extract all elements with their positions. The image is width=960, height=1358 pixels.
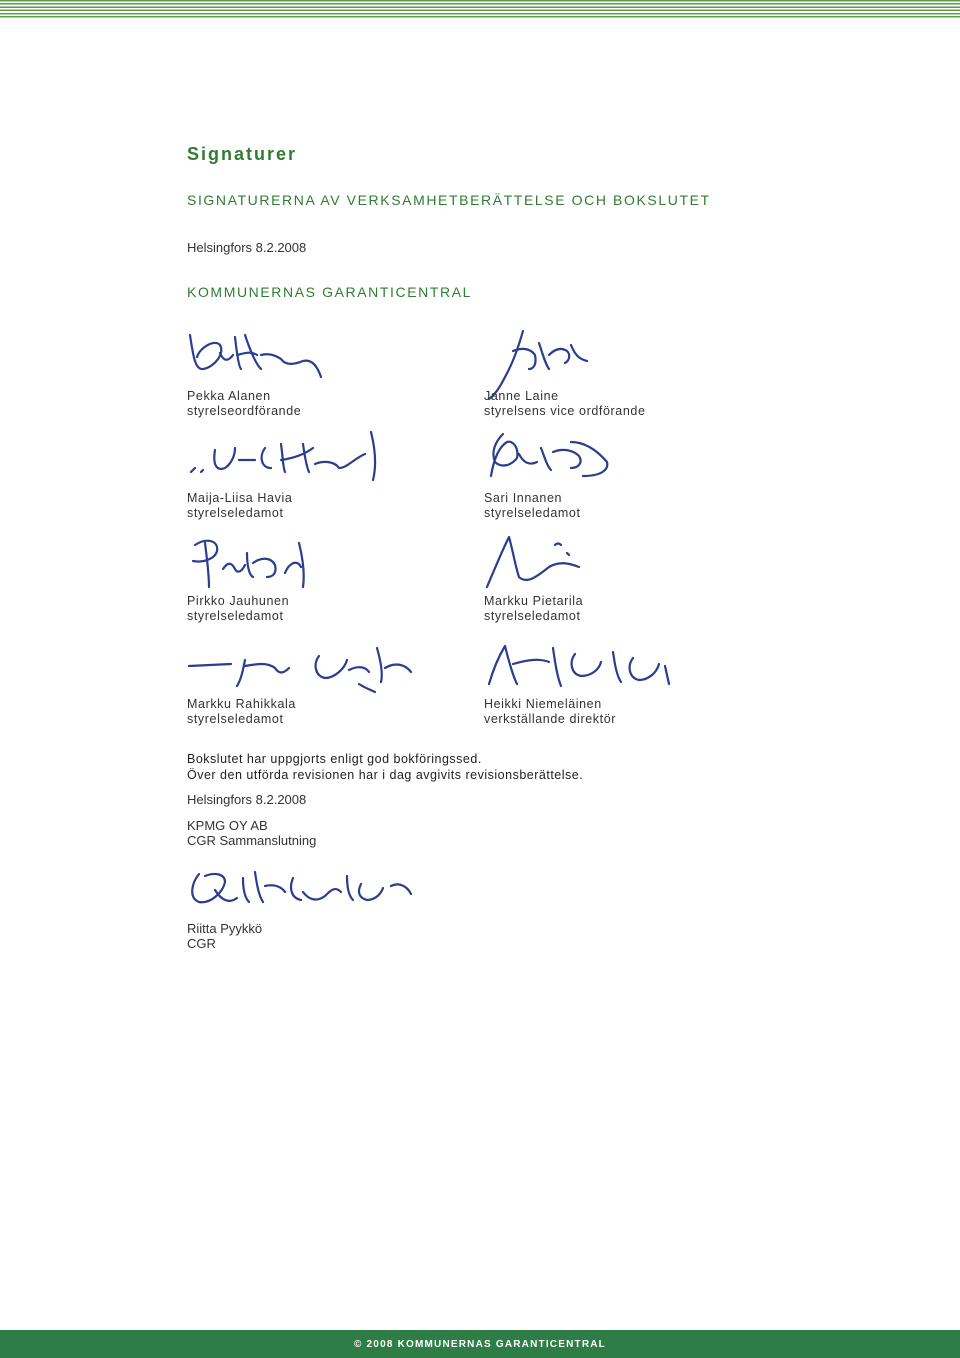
member-role: styrelseledamot <box>484 506 581 520</box>
auditor-firm: KPMG OY AB <box>187 818 268 833</box>
footer-bar <box>0 1330 960 1358</box>
statement-line: Bokslutet har uppgjorts enligt god bokföringssed. <box>187 752 482 766</box>
page-subtitle: SIGNATURERNA AV VERKSAMHETBERÄTTELSE OCH BOKSLUTET <box>187 192 711 208</box>
member-name: Markku Rahikkala <box>187 697 296 711</box>
signature-sari-innanen <box>483 428 613 488</box>
signature-markku-pietarila <box>483 533 593 593</box>
signature-pekka-alanen <box>185 325 325 385</box>
header-stripes <box>0 0 960 18</box>
member-name: Pekka Alanen <box>187 389 271 403</box>
statement-line: Över den utförda revisionen har i dag avgivits revisionsberättelse. <box>187 767 584 782</box>
organization-name: KOMMUNERNAS GARANTICENTRAL <box>187 284 473 300</box>
signature-markku-rahikkala <box>185 638 420 698</box>
board-member <box>187 697 296 727</box>
board-member <box>187 389 301 419</box>
board-member <box>484 491 581 521</box>
footer-copyright: © 2008 KOMMUNERNAS GARANTICENTRAL <box>354 1338 606 1350</box>
board-member <box>187 594 289 624</box>
member-name: Pirkko Jauhunen <box>187 594 290 608</box>
member-role: styrelseledamot <box>187 506 284 520</box>
board-member <box>484 697 616 727</box>
auditor-title: CGR <box>187 936 216 951</box>
signature-riitta-pyykko <box>185 862 420 917</box>
board-member <box>187 491 292 521</box>
signature-heikki-niemelainen <box>483 638 673 698</box>
auditor-name: Riitta Pyykkö <box>187 921 263 936</box>
auditor-place-date: Helsingfors 8.2.2008 <box>187 792 307 807</box>
member-name: Janne Laine <box>484 389 559 403</box>
member-role: verkställande direktör <box>484 712 617 726</box>
member-name: Sari Innanen <box>484 491 563 505</box>
auditor-firm-block <box>187 818 316 848</box>
board-member <box>484 594 583 624</box>
signature-maija-liisa-havia <box>185 428 385 488</box>
auditor-signer <box>187 921 262 951</box>
place-date: Helsingfors 8.2.2008 <box>187 240 307 255</box>
member-role: styrelseledamot <box>187 609 284 623</box>
member-role: styrelseledamot <box>187 712 284 726</box>
member-name: Heikki Niemeläinen <box>484 697 602 711</box>
member-name: Maija-Liisa Havia <box>187 491 293 505</box>
board-member <box>484 389 646 419</box>
signature-pirkko-jauhunen <box>185 533 315 593</box>
member-role: styrelseledamot <box>484 609 581 623</box>
auditor-unit: CGR Sammanslutning <box>187 833 317 848</box>
auditor-statement <box>187 752 583 783</box>
member-role: styrelsens vice ordförande <box>484 404 646 418</box>
page-title: Signaturer <box>187 144 298 164</box>
member-role: styrelseordförande <box>187 404 302 418</box>
member-name: Markku Pietarila <box>484 594 584 608</box>
